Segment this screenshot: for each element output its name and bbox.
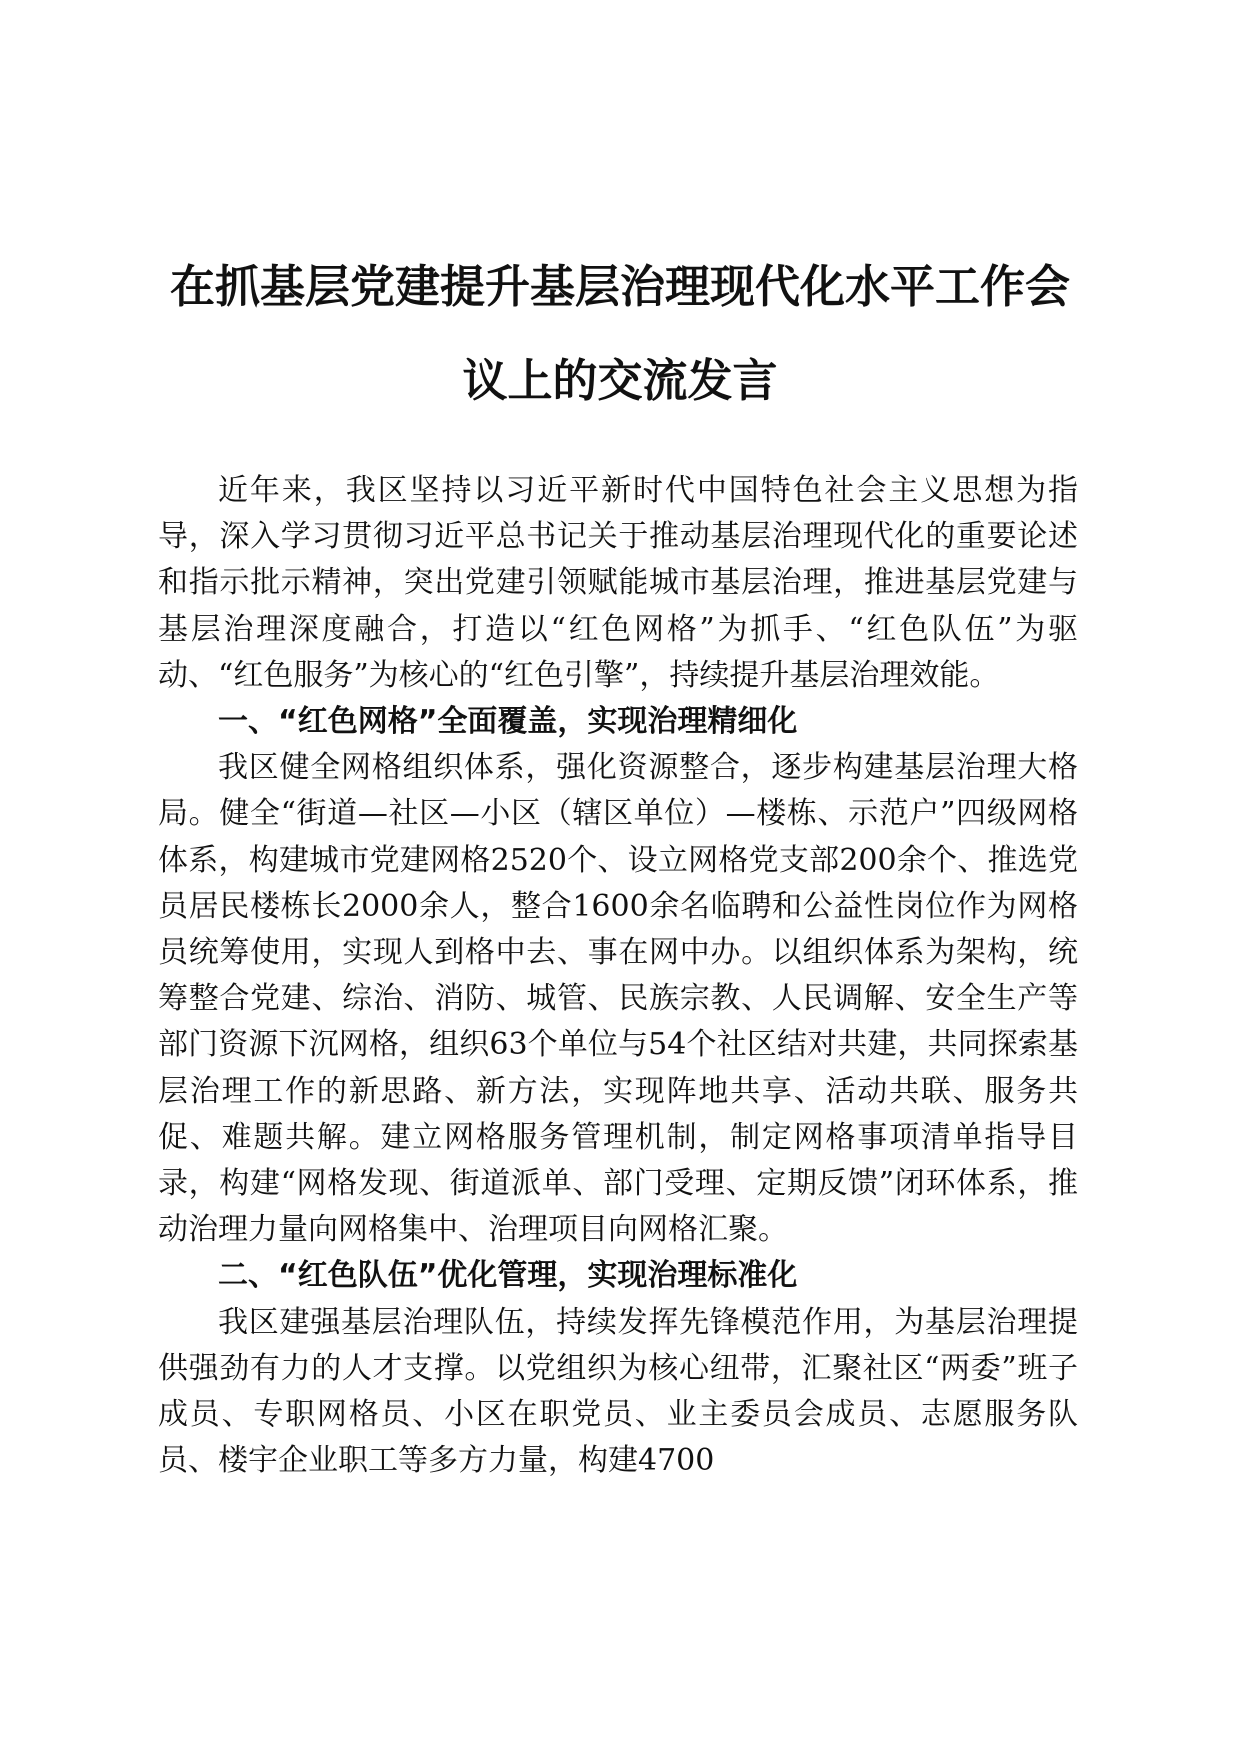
section-1-heading: 一、“红色网格”全面覆盖，实现治理精细化 [218,704,798,740]
document-title [140,240,1100,428]
intro-paragraph: 近年来，我区坚持以习近平新时代中国特色社会主义思想为指导，深入学习贯彻习近平总书记关于推动基层治理现代化的重要论述和指示批示精神，突出党建引领赋能城市基层治理，推进基层党建与基层治理深度融合，打造以“红色网格”为抓手、“红色队伍”为驱动、“红色服务”为核心的“红色引擎”，持续提升基层治理效能。 [158,473,1078,693]
title-line-1: 在抓基层党建提升基层治理现代化水平工作会 [169,260,1070,313]
section-2-paragraph: 我区建强基层治理队伍，持续发挥先锋模范作用，为基层治理提供强劲有力的人才支撑。以党组织为核心纽带，汇聚社区“两委”班子成员、专职网格员、小区在职党员、业主委员会成员、志愿服务队员、楼宇企业职工等多方力量，构建4700 [158,1304,1078,1479]
document-body [158,468,1078,1484]
title-line-2: 议上的交流发言 [462,354,778,407]
section-1-paragraph: 我区健全网格组织体系，强化资源整合，逐步构建基层治理大格局。健全“街道—社区—小区（辖区单位）—楼栋、示范户”四级网格体系，构建城市党建网格2520个、设立网格党支部200余个、推选党员居民楼栋长2000余人，整合1600余名临聘和公益性岗位作为网格员统筹使用，实现人到格中去、事在网中办。以组织体系为架构，统筹整合党建、综治、消防、城管、民族宗教、人民调解、安全生产等部门资源下沉网格，组织63个单位与54个社区结对共建，共同探索基层治理工作的新思路、新方法，实现阵地共享、活动共联、服务共促、难题共解。建立网格服务管理机制，制定网格事项清单指导目录，构建“网格发现、街道派单、部门受理、定期反馈”闭环体系，推动治理力量向网格集中、治理项目向网格汇聚。 [158,750,1078,1248]
section-2-heading: 二、“红色队伍”优化管理，实现治理标准化 [218,1258,798,1294]
